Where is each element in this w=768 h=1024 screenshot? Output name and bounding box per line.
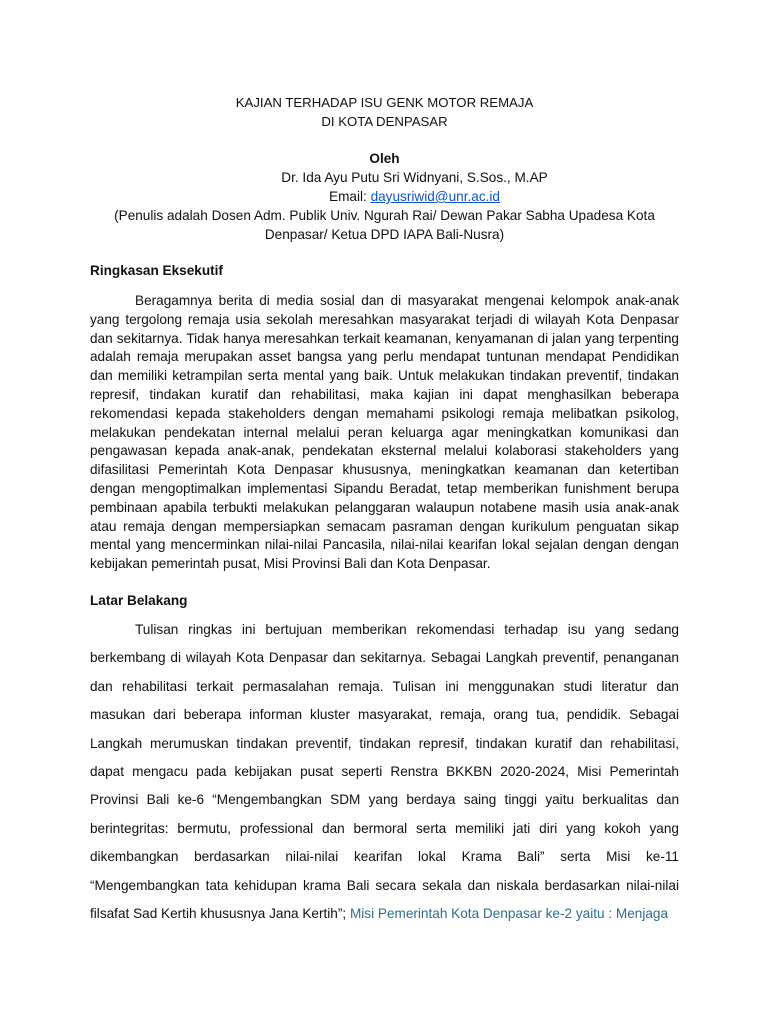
title-line-2: DI KOTA DENPASAR <box>321 113 448 129</box>
document-title <box>90 94 679 131</box>
background-body: Tulisan ringkas ini bertujuan memberikan rekomendasi terhadap isu yang sedang berkembang di wilayah Kota Denpasar dan sekitarnya. Sebagai Langkah preventif, penanganan dan rehabilitasi terkait permasalahan remaja. Tulisan ini menggunakan studi literatur dan masukan dari beberapa informan kluster masyarakat, remaja, orang tua, pendidik. Sebagai Langkah merumuskan tindakan preventif, tindakan represif, tindakan kuratif dan rehabilitasi, dapat mengacu pada kebijakan pusat seperti Renstra BKKBN 2020-2024, Misi Pemerintah Provinsi Bali ke-6 “Mengembangkan SDM yang berdaya saing tinggi yaitu berkualitas dan berintegritas: bermutu, professional dan bermoral serta memiliki jati diri yang kokoh yang dikembangkan berdasarkan nilai-nilai kearifan lokal Krama Bali” serta Misi ke-11 “Mengembangkan tata kehidupan krama Bali secara sekala dan niskala berdasarkan nilai-nilai filsafat Sad Kertih khususnya Jana Kertih”; <box>90 621 679 922</box>
title-line-1: KAJIAN TERHADAP ISU GENK MOTOR REMAJA <box>235 95 534 110</box>
background-body-tail: Misi Pemerintah Kota Denpasar ke-2 yaitu : Menjaga <box>349 906 669 922</box>
executive-summary-heading: Ringkasan Eksekutif <box>90 263 223 278</box>
background-paragraph <box>90 616 679 928</box>
author-name: Dr. Ida Ayu Putu Sri Widnyani, S.Sos., M.AP <box>281 170 548 185</box>
author-email-line <box>90 187 679 206</box>
author-block <box>90 149 679 244</box>
email-link[interactable]: dayusriwid@unr.ac.id <box>370 189 500 204</box>
by-label: Oleh <box>369 151 400 166</box>
email-label: Email: <box>329 189 371 204</box>
background-heading: Latar Belakang <box>90 592 188 608</box>
executive-summary-paragraph: Beragamnya berita di media sosial dan di masyarakat mengenai kelompok anak-anak yang tergolong remaja usia sekolah meresahkan masyarakat terjadi di wilayah Kota Denpasar dan sekitarnya. Tidak hanya meresahkan terkait keamanan, kenyamanan di jalan yang terpenting adalah remaja merupakan asset bangsa yang perlu mendapat tuntunan mendapat Pendidikan dan memiliki ketrampilan serta mental yang baik. Untuk melakukan tindakan preventif, tindakan represif, tindakan kuratif dan rehabilitasi, maka kajian ini dapat menghasilkan beberapa rekomendasi kepada stakeholders dengan memahami psikologi remaja melibatkan psikolog, melakukan pendekatan internal melalui peran keluarga agar meningkatkan komunikasi dan pengawasan kepada anak-anak, pendekatan eksternal melalui kolaborasi stakeholders yang difasilitasi Pemerintah Kota Denpasar khususnya, meningkatkan keamanan dan ketertiban dengan mengoptimalkan implementasi Sipandu Beradat, tetap memberikan funishment berupa pembinaan apabila terbukti melakukan pelanggaran walaupun notabene masih usia anak-anak atau remaja dengan mempersiapkan semacam pasraman dengan kurikulum penguatan sikap mental yang mencerminkan nilai-nilai Pancasila, nilai-nilai kearifan lokal sejalan dengan dengan kebijakan pemerintah pusat, Misi Provinsi Bali dan Kota Denpasar. <box>90 293 679 572</box>
author-affiliation: (Penulis adalah Dosen Adm. Publik Univ. Ngurah Rai/ Dewan Pakar Sabha Upadesa Kota Denpasar/ Ketua DPD IAPA Bali-Nusra) <box>114 208 655 242</box>
document-page <box>90 94 679 928</box>
